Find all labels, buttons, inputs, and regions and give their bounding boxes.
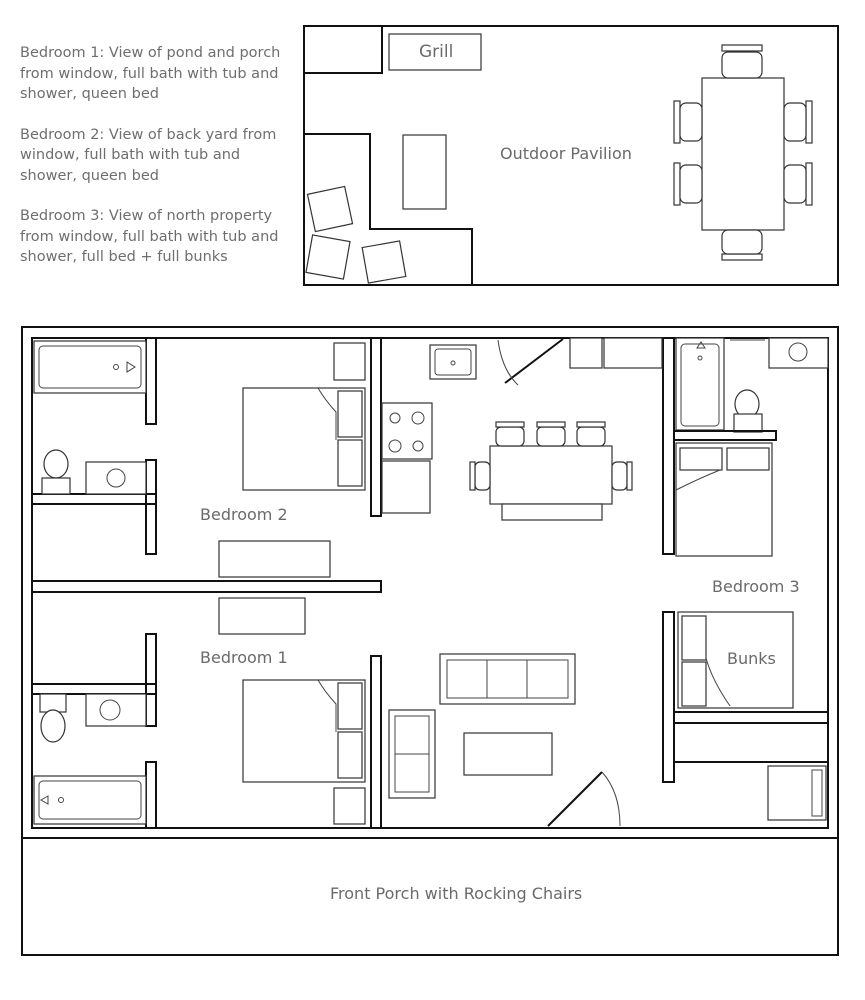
pavilion-side-table <box>403 135 446 209</box>
dining-table <box>490 446 612 504</box>
coffee-table <box>464 733 552 775</box>
bathroom-2 <box>34 341 146 494</box>
vanity-2 <box>86 462 146 494</box>
bedroom-3-note: Bedroom 3: View of north property from window, full bath with tub and shower, full bed + full bunks <box>20 208 279 265</box>
bedroom-1 <box>219 598 365 824</box>
dining-bench <box>502 504 602 520</box>
nightstand <box>334 343 365 380</box>
vanity-3 <box>769 338 828 368</box>
toilet-2 <box>44 450 68 478</box>
bunks-label: Bunks <box>727 649 776 668</box>
bedroom-3-chair <box>768 766 826 820</box>
fridge <box>570 338 602 368</box>
bedroom-2-label: Bedroom 2 <box>200 505 288 524</box>
bathtub-2 <box>34 341 146 393</box>
grill-label: Grill <box>419 42 454 62</box>
kitchen-sink <box>430 345 476 379</box>
sofa <box>440 654 575 704</box>
toilet-1-tank <box>40 694 66 712</box>
bedroom-1-label: Bedroom 1 <box>200 648 288 667</box>
bedroom-3-label: Bedroom 3 <box>712 577 800 596</box>
dresser-2 <box>219 541 330 577</box>
toilet-1 <box>41 710 65 742</box>
pantry <box>604 338 662 368</box>
bedroom-2-note: Bedroom 2: View of back yard from window, full bath with tub and shower, queen bed <box>20 126 277 184</box>
vanity-1 <box>86 694 146 726</box>
living-room <box>389 654 620 826</box>
bathroom-1 <box>34 694 146 824</box>
bedroom-2 <box>219 343 365 577</box>
pavilion-label: Outdoor Pavilion <box>500 144 632 163</box>
nightstand-1 <box>334 788 365 824</box>
stove <box>382 403 432 459</box>
bathroom-3 <box>674 338 828 440</box>
counter <box>382 461 430 513</box>
bedroom-3 <box>676 443 826 820</box>
dresser-1 <box>219 598 305 634</box>
kitchen <box>382 338 662 520</box>
lounge-chairs <box>306 186 406 283</box>
pavilion-dining-set <box>674 45 812 260</box>
bedroom-1-note: Bedroom 1: View of pond and porch from window, full bath with tub and shower, queen bed <box>20 45 281 102</box>
front-porch-label: Front Porch with Rocking Chairs <box>330 884 583 903</box>
bathtub-1 <box>34 776 146 824</box>
bathtub-3 <box>676 338 724 430</box>
